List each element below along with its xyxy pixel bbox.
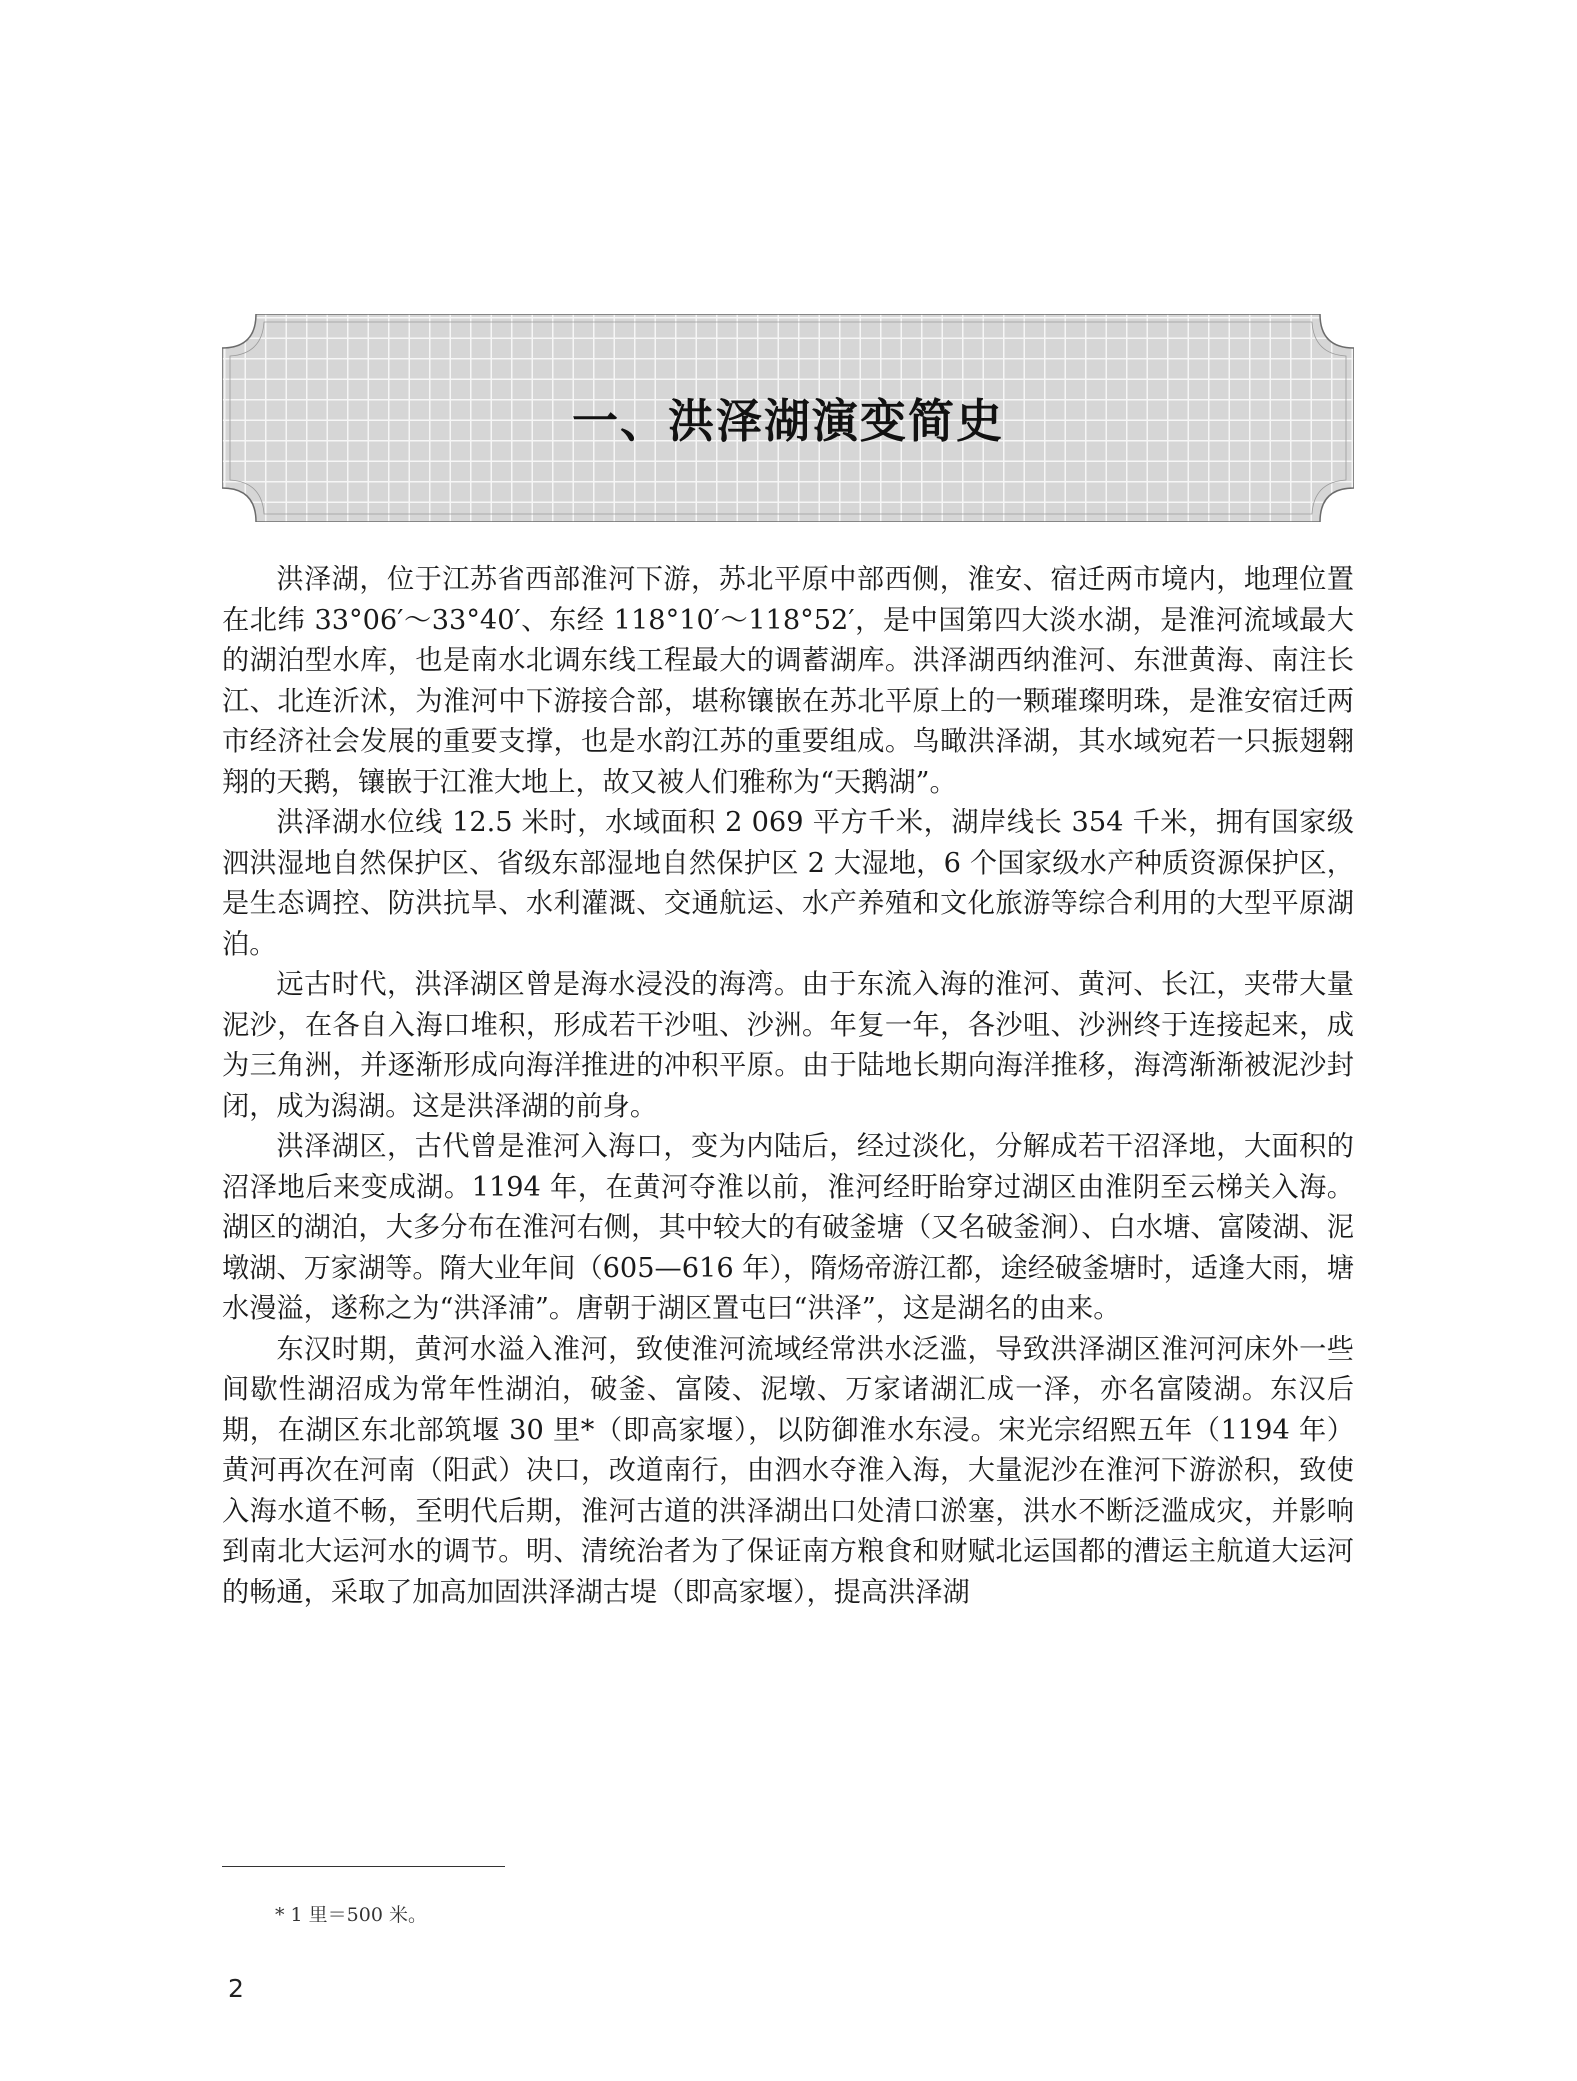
footnote-divider [222, 1866, 505, 1867]
body-text [222, 560, 1354, 1613]
paragraph: 洪泽湖，位于江苏省西部淮河下游，苏北平原中部西侧，淮安、宿迁两市境内，地理位置在北纬 33°06′～33°40′、东经 118°10′～118°52′，是中国第四大淡水湖，是淮河流域最大的湖泊型水库，也是南水北调东线工程最大的调蓄湖库。洪泽湖西纳淮河、东泄黄海、南注长江、北连沂沭，为淮河中下游接合部，堪称镶嵌在苏北平原上的一颗璀璨明珠，是淮安宿迁两市经济社会发展的重要支撑，也是水韵江苏的重要组成。鸟瞰洪泽湖，其水域宛若一只振翅翱翔的天鹅，镶嵌于江淮大地上，故又被人们雅称为“天鹅湖”。 [222, 564, 1354, 798]
page-number: 2 [228, 1974, 244, 2003]
paragraph: 远古时代，洪泽湖区曾是海水浸没的海湾。由于东流入海的淮河、黄河、长江，夹带大量泥沙，在各自入海口堆积，形成若干沙咀、沙洲。年复一年，各沙咀、沙洲终于连接起来，成为三角洲，并逐渐形成向海洋推进的冲积平原。由于陆地长期向海洋推移，海湾渐渐被泥沙封闭，成为潟湖。这是洪泽湖的前身。 [222, 969, 1354, 1122]
chapter-title: 一、洪泽湖演变简史 [572, 394, 1004, 448]
footnote: * 1 里＝500 米。 [275, 1904, 427, 1926]
paragraph: 东汉时期，黄河水溢入淮河，致使淮河流域经常洪水泛滥，导致洪泽湖区淮河河床外一些间歇性湖沼成为常年性湖泊，破釜、富陵、泥墩、万家诸湖汇成一泽，亦名富陵湖。东汉后期，在湖区东北部筑堰 30 里*（即高家堰），以防御淮水东浸。宋光宗绍熙五年（1194 年）黄河再次在河南（阳武）决口，改道南行，由泗水夺淮入海，大量泥沙在淮河下游淤积，致使入海水道不畅，至明代后期，淮河古道的洪泽湖出口处清口淤塞，洪水不断泛滥成灾，并影响到南北大运河水的调节。明、清统治者为了保证南方粮食和财赋北运国都的漕运主航道大运河的畅通，采取了加高加固洪泽湖古堤（即高家堰），提高洪泽湖 [222, 1333, 1354, 1608]
chapter-title-banner [222, 314, 1354, 522]
paragraph: 洪泽湖水位线 12.5 米时，水域面积 2 069 平方千米，湖岸线长 354 千米，拥有国家级泗洪湿地自然保护区、省级东部湿地自然保护区 2 大湿地，6 个国家级水产种质资源保护区，是生态调控、防洪抗旱、水利灌溉、交通航运、水产养殖和文化旅游等综合利用的大型平原湖泊。 [222, 807, 1354, 960]
paragraph: 洪泽湖区，古代曾是淮河入海口，变为内陆后，经过淡化，分解成若干沼泽地，大面积的沼泽地后来变成湖。1194 年，在黄河夺淮以前，淮河经盱眙穿过湖区由淮阴至云梯关入海。湖区的湖泊，大多分布在淮河右侧，其中较大的有破釜塘（又名破釜涧）、白水塘、富陵湖、泥墩湖、万家湖等。隋大业年间（605—616 年），隋炀帝游江都，途经破釜塘时，适逢大雨，塘水漫溢，遂称之为“洪泽浦”。唐朝于湖区置屯曰“洪泽”，这是湖名的由来。 [222, 1131, 1354, 1324]
